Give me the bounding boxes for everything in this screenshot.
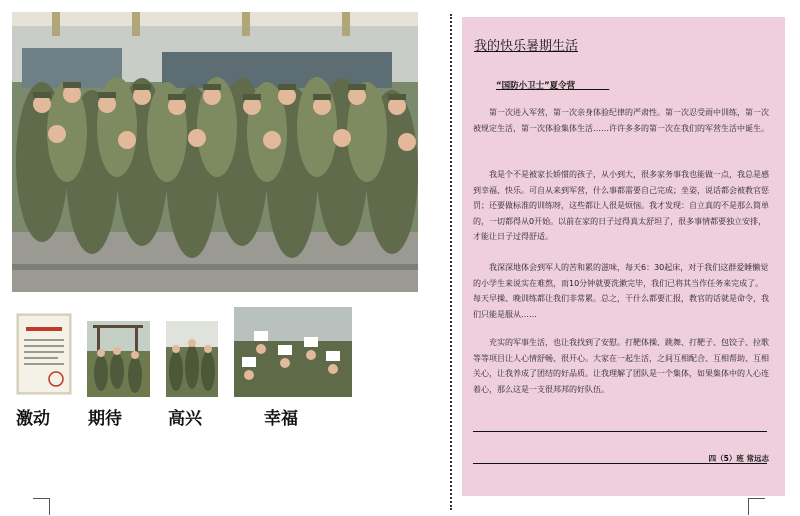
article-paragraph-3: 我深深地体会到军人的苦和累的滋味，每天6：30起床，对于我们这群爱睡懒觉的小学生来说实在难熬，而10分钟就要洗漱完毕，我们已将其当作任务来完成了。每天早操、晚训练都让我们非常累。总之，干什么都要汇报，教官的话就是命令，我们只能是服从…… — [473, 263, 769, 319]
kids-holding-signs-photo-icon — [234, 307, 352, 397]
cheer-thumbnail — [166, 321, 218, 397]
article-paragraph-1: 第一次进入军营，第一次亲身体验纪律的严肃性。第一次忍受雨中训练，第一次被规定生活，第一次体验集体生活……许许多多的第一次在我们的军营生活中诞生。 — [473, 108, 769, 133]
crop-mark-left — [33, 498, 50, 515]
outdoor-training-photo-icon — [87, 321, 150, 397]
article-subtitle: “国防小卫士”夏令营________ — [496, 81, 610, 91]
caption-happy: 高兴 — [168, 409, 202, 429]
crop-mark-right — [748, 498, 765, 515]
caption-blissful: 幸福 — [264, 409, 298, 429]
main-group-photo — [12, 12, 418, 292]
article-paragraph-2: 我是个不是被家长娇惯的孩子，从小到大，很多家务事我也能做一点，我总是感到幸福、快乐。可自从来到军营，什么事都需要自己完成；坐姿，说话都会被教官惩罚；还要做标准的训练呀，这些都让人很是烦恼。我才发现：自立真的不是那么简单的，一切都得从0开始。以前在家的日子过得真太舒坦了，很多事情都要独立安排，才能让日子过得舒适。 — [473, 170, 769, 241]
caption-excited: 激动 — [16, 409, 50, 429]
author-signature: 四（5）班 常远志 — [708, 454, 769, 463]
page-divider — [450, 14, 452, 510]
writing-line-1 — [473, 431, 767, 432]
article-paragraph-4: 充实的军事生活，也让我找到了安慰。打靶体操、跳舞、打靶子、包饺子、拉歌等等项目让人心情舒畅、很开心。大家在一起生活，之间互相配合、互相帮助、互相关心，让我养成了团结的好品质。让我理解了团队是一个集体，如果集体中的人心连着心，那么这是一支很邦邦的好队伍。 — [473, 338, 769, 394]
article-panel — [462, 17, 785, 496]
signs-thumbnail — [234, 307, 352, 397]
caption-expectant: 期待 — [88, 409, 122, 429]
group-cheer-photo-icon — [166, 321, 218, 397]
certificate-photo-icon — [16, 313, 72, 395]
training-thumbnail — [87, 321, 150, 397]
article-title: 我的快乐暑期生活 — [474, 39, 579, 54]
group-photo-soldiers-icon — [12, 12, 418, 292]
certificate-thumbnail — [16, 313, 72, 395]
